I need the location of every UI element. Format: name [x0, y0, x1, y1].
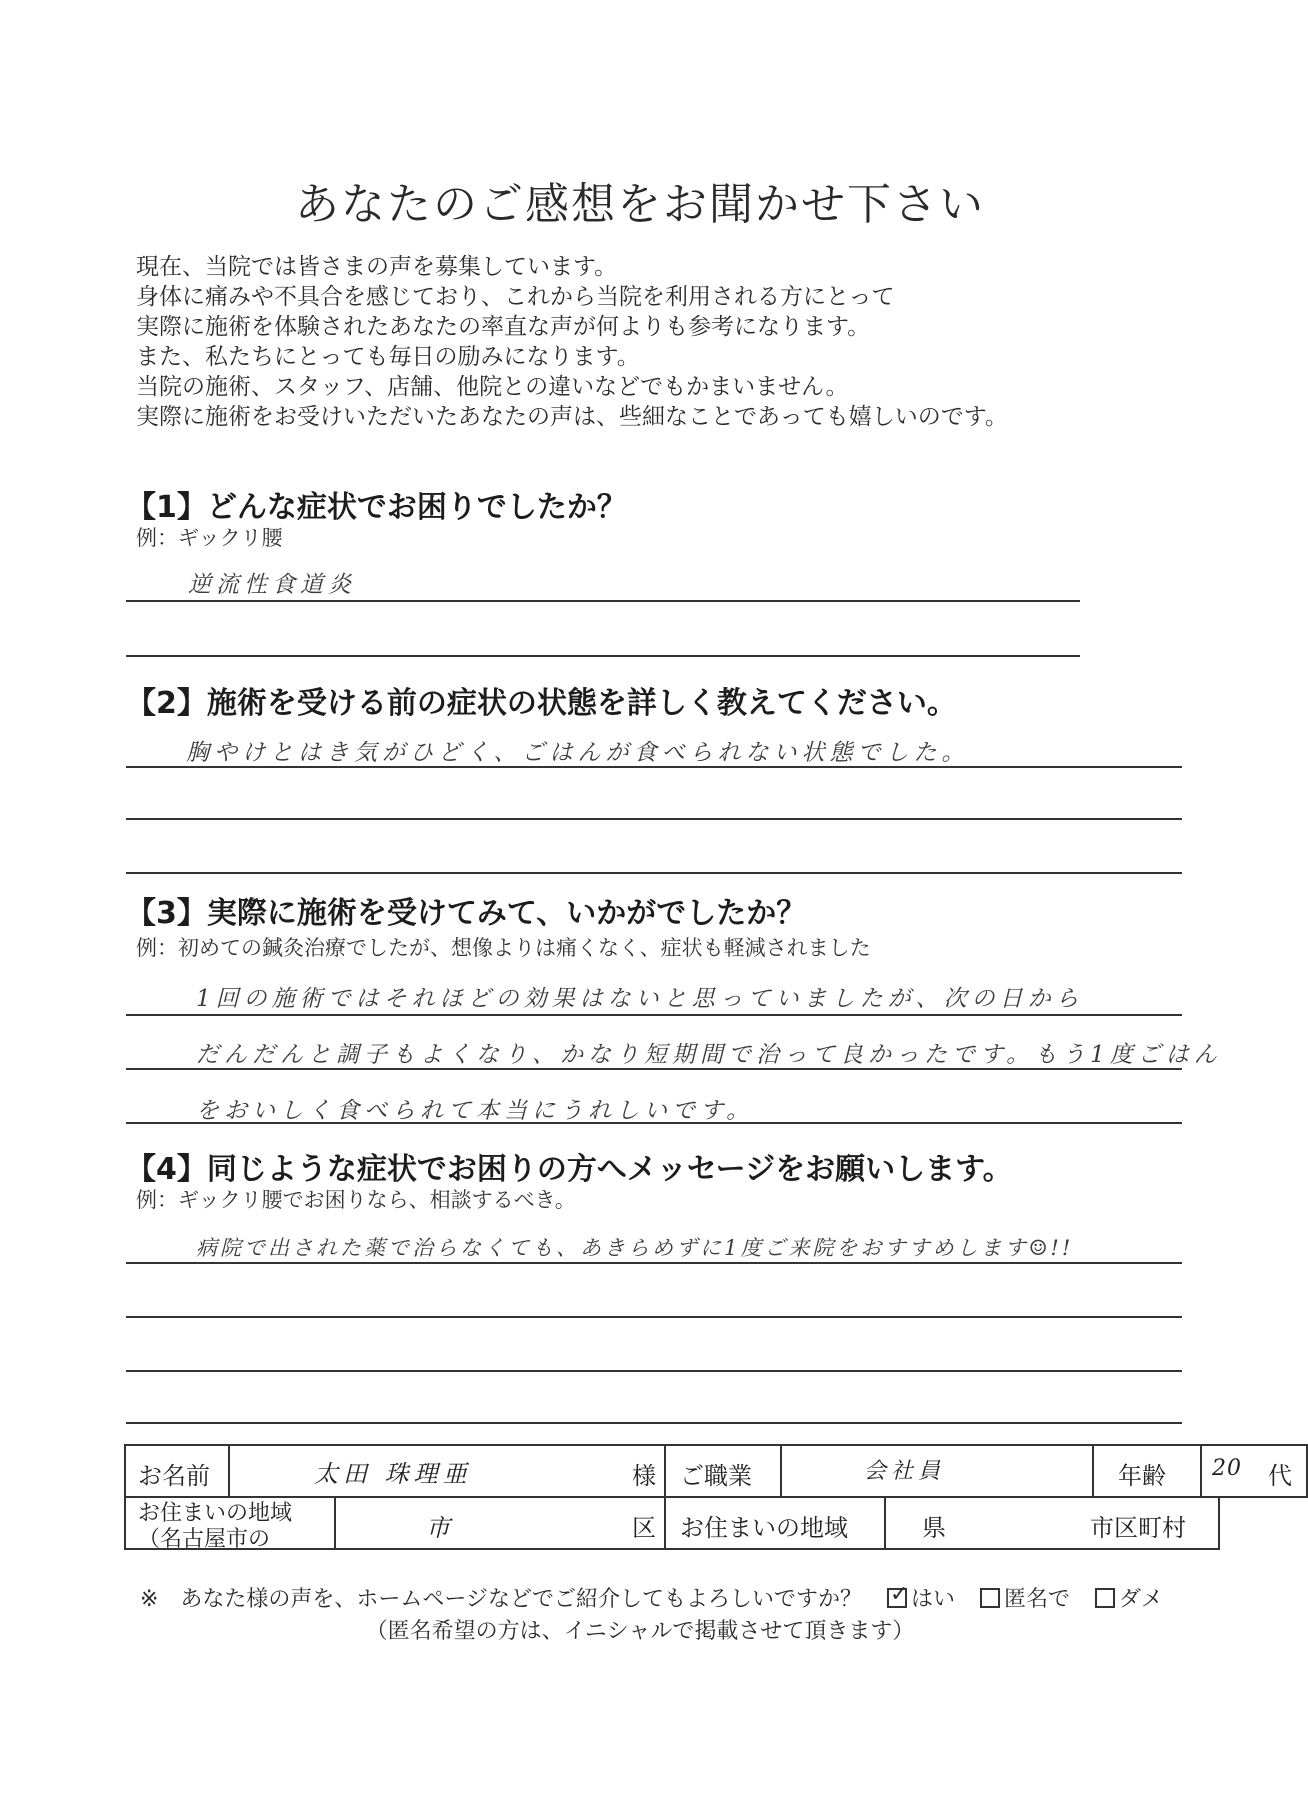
q1-example: 例：ギックリ腰 [136, 526, 283, 550]
name-value: 太田 珠理亜 [314, 1460, 472, 1488]
intro-line: 実際に施術を体験されたあなたの率直な声が何よりも参考になります。 [136, 314, 871, 340]
answer-line [126, 1422, 1182, 1424]
sama-label: 様 [632, 1462, 656, 1490]
q3-example: 例：初めての鍼灸治療でしたが、想像よりは痛くなく、症状も軽減されました [136, 936, 871, 960]
profile-table [124, 1444, 1292, 1552]
age-label: 年齢 [1118, 1462, 1166, 1490]
intro-line: 当院の施術、スタッフ、店舗、他院との違いなどでもかまいません。 [136, 374, 849, 400]
ku-label: 区 [632, 1514, 656, 1542]
q2-heading: 【2】施術を受ける前の症状の状態を詳しく教えてください。 [126, 686, 957, 721]
job-value: 会社員 [864, 1459, 946, 1484]
option-yes: はい [911, 1587, 956, 1612]
name-label: お名前 [138, 1462, 210, 1490]
q4-example: 例：ギックリ腰でお困りなら、相談するべき。 [136, 1188, 576, 1212]
answer-line [126, 1014, 1182, 1016]
page-title: あなたのご感想をお聞かせ下さい [295, 179, 985, 230]
checkbox-yes[interactable] [887, 1582, 909, 1608]
q1-answer[interactable]: 逆流性食道炎 [188, 572, 356, 598]
answer-line [126, 1316, 1182, 1318]
q3-answer-line-1[interactable]: 1回の施術ではそれほどの効果はないと思っていましたが、次の日から [196, 986, 1084, 1012]
answer-line [126, 600, 1080, 602]
intro-line: 身体に痛みや不具合を感じており、これから当院を利用される方にとって [136, 284, 895, 310]
area-city-value: 市 [426, 1514, 455, 1542]
q3-heading: 【3】実際に施術を受けてみて、いかがでしたか？ [126, 896, 807, 931]
consent-question-row [140, 1582, 1163, 1613]
consent-question: ※ あなた様の声を、ホームページなどでご紹介してもよろしいですか？ [140, 1587, 862, 1612]
area-nagoya-label-2: （名古屋市の [138, 1527, 271, 1552]
answer-line [126, 766, 1182, 768]
checkbox-anonymous[interactable] [980, 1588, 1000, 1608]
area-other-label: お住まいの地域 [680, 1514, 848, 1542]
ken-label: 県 [922, 1514, 946, 1542]
age-value: 20 [1212, 1456, 1242, 1481]
q2-answer[interactable]: 胸やけとはき気がひどく、ごはんが食べられない状態でした。 [186, 740, 970, 766]
q4-heading: 【4】同じような症状でお困りの方へメッセージをお願いします。 [126, 1152, 1013, 1187]
job-label: ご職業 [680, 1462, 752, 1490]
q3-answer-line-3[interactable]: をおいしく食べられて本当にうれしいです。 [196, 1098, 755, 1124]
area-nagoya-value-cell[interactable] [334, 1496, 666, 1550]
area-nagoya-label-1: お住まいの地域 [138, 1501, 293, 1526]
age-suffix: 代 [1268, 1462, 1292, 1490]
q4-answer[interactable]: 病院で出された薬で治らなくても、あきらめずに1度ご来院をおすすめします☺!! [196, 1236, 1074, 1260]
option-anonymous: 匿名で [1004, 1587, 1071, 1612]
check-mark-icon: ✓ [890, 1582, 909, 1607]
answer-line [126, 1068, 1182, 1070]
answer-line [126, 1370, 1182, 1372]
answer-line [126, 872, 1182, 874]
option-no: ダメ [1119, 1587, 1164, 1612]
shikuchoson-label: 市区町村 [1090, 1514, 1186, 1542]
q3-answer-line-2[interactable]: だんだんと調子もよくなり、かなり短期間で治って良かったです。もう1度ごはん [196, 1042, 1222, 1068]
intro-line: 現在、当院では皆さまの声を募集しています。 [136, 254, 618, 280]
answer-line [126, 1122, 1182, 1124]
intro-line: 実際に施術をお受けいただいたあなたの声は、些細なことであっても嬉しいのです。 [136, 404, 1008, 430]
answer-line [126, 655, 1080, 657]
q1-heading: 【1】どんな症状でお困りでしたか？ [126, 490, 627, 525]
intro-text [136, 252, 1156, 432]
answer-line [126, 818, 1182, 820]
answer-line [126, 1262, 1182, 1264]
intro-line: また、私たちにとっても毎日の励みになります。 [136, 344, 640, 370]
checkbox-no[interactable] [1095, 1588, 1115, 1608]
consent-note: （匿名希望の方は、イニシャルで掲載させて頂きます） [365, 1619, 915, 1644]
